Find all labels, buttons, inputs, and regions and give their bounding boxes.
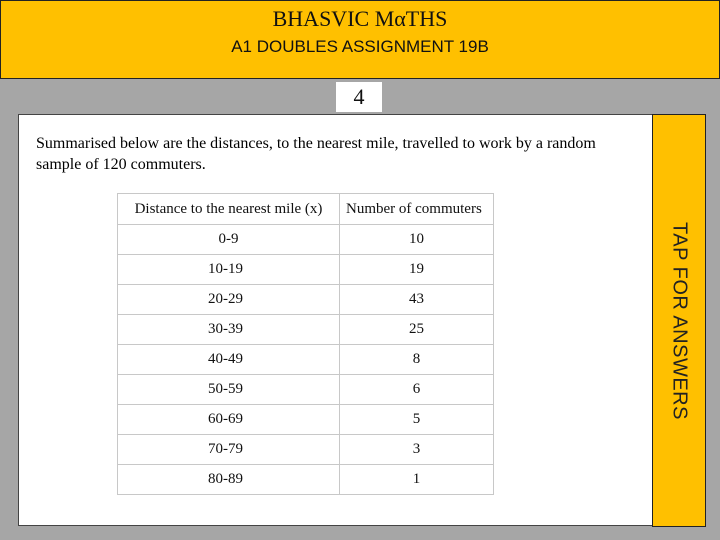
table-row [118,465,494,495]
table-row [118,375,494,405]
tap-for-answers-label: TAP FOR ANSWERS [668,221,691,420]
table-cell-range: 70-79 [118,435,340,465]
table-header-row [118,194,494,225]
table-cell-range: 30-39 [118,315,340,345]
table-cell-count: 19 [340,255,494,285]
table-cell-count: 43 [340,285,494,315]
table-cell-range: 50-59 [118,375,340,405]
table-cell-count: 5 [340,405,494,435]
question-number: 4 [353,84,365,109]
header-banner [0,0,720,79]
table-cell-count: 1 [340,465,494,495]
table-row [118,225,494,255]
table-row [118,405,494,435]
table-cell-range: 20-29 [118,285,340,315]
table-row [118,285,494,315]
table-cell-range: 60-69 [118,405,340,435]
table-cell-range: 80-89 [118,465,340,495]
question-text: Summarised below are the distances, to the nearest mile, travelled to work by a random sample of 120 commuters. [36,135,596,173]
table-cell-range: 40-49 [118,345,340,375]
table-row [118,315,494,345]
table-cell-count: 10 [340,225,494,255]
table-cell-count: 3 [340,435,494,465]
table-header-distance: Distance to the nearest mile (x) [118,194,340,225]
header-title: BHASVIC MαTHS [272,6,448,31]
table-row [118,255,494,285]
table-cell-count: 6 [340,375,494,405]
table-row [118,345,494,375]
table-header-count: Number of commuters [340,194,494,225]
table-cell-count: 25 [340,315,494,345]
header-subtitle: A1 DOUBLES ASSIGNMENT 19B [231,37,489,56]
table-cell-range: 10-19 [118,255,340,285]
table-cell-count: 8 [340,345,494,375]
table-row [118,435,494,465]
distance-table [117,193,494,495]
table-cell-range: 0-9 [118,225,340,255]
tap-for-answers-button[interactable] [652,114,706,527]
